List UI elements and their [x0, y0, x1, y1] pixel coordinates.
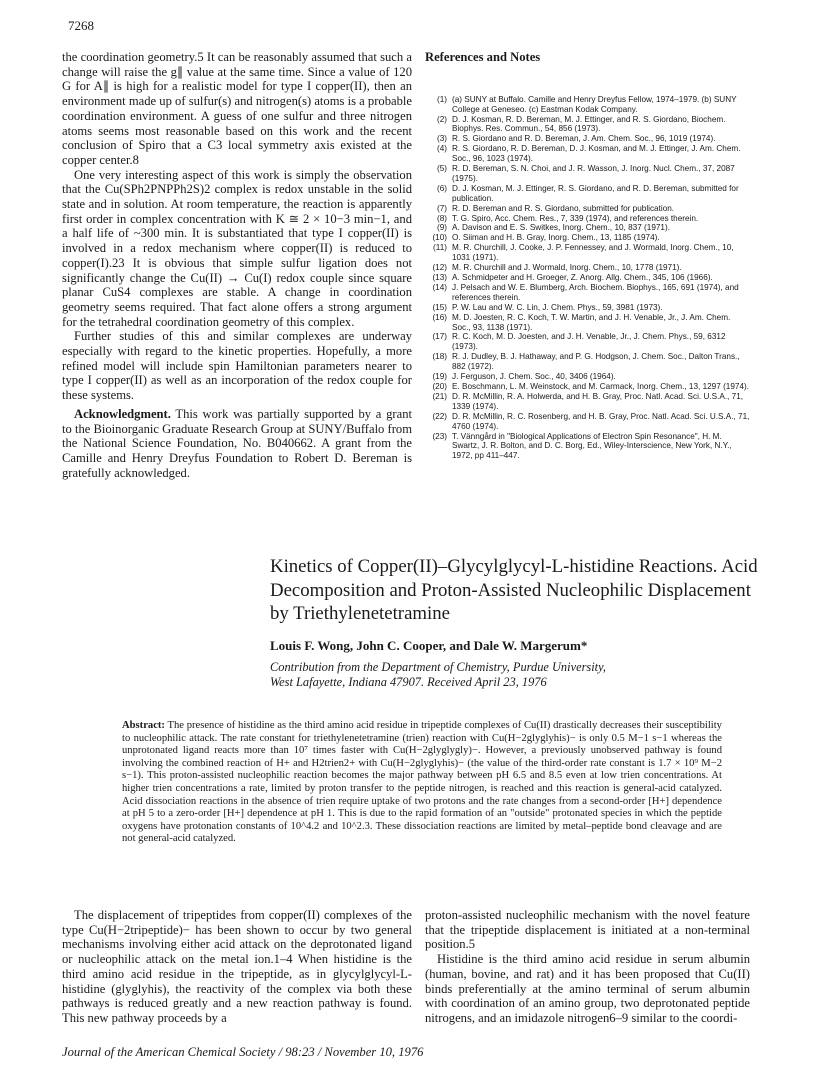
reference-number: (13) — [432, 273, 447, 283]
reference-item — [425, 95, 750, 115]
paragraph: Histidine is the third amino acid residue in serum albumin (human, bovine, and rat) and it has been proposed that Cu(II) binds preferentially at the amino terminal of serum albumin with coordination of an amino group, two deprotonated peptide nitrogens, and an imidazole nitrogen6–9 similar to the coordi- — [425, 952, 750, 1025]
reference-item — [425, 372, 750, 382]
reference-item — [425, 352, 750, 372]
article-title: Kinetics of Copper(II)–Glycylglycyl-L-histidine Reactions. Acid Decomposition and Proton-Assisted Nucleophilic Displacement by Triethylenetetramine — [270, 556, 758, 624]
reference-text: E. Boschmann, L. M. Weinstock, and M. Carmack, Inorg. Chem., 13, 1297 (1974). — [452, 381, 750, 391]
reference-number: (1) — [436, 94, 447, 104]
reference-text: R. S. Giordano and R. D. Bereman, J. Am. Chem. Soc., 96, 1019 (1974). — [452, 134, 716, 144]
reference-text: M. R. Churchill and J. Wormald, Inorg. Chem., 10, 1778 (1971). — [452, 263, 682, 273]
reference-item — [425, 233, 750, 243]
reference-text: R. S. Giordano, R. D. Bereman, D. J. Kosman, and M. J. Ettinger, J. Am. Chem. Soc., 96, 1023 (1974). — [452, 144, 741, 164]
reference-number: (3) — [436, 134, 447, 144]
reference-number: (7) — [436, 203, 447, 213]
reference-text: A. Davison and E. S. Switkes, Inorg. Chem., 10, 837 (1971). — [452, 223, 670, 233]
references-section — [425, 50, 750, 461]
reference-number: (20) — [432, 381, 447, 391]
reference-text: D. J. Kosman, M. J. Ettinger, R. S. Giordano, and R. D. Bereman, submitted for publication. — [452, 183, 739, 203]
reference-number: (9) — [436, 223, 447, 233]
references-list — [425, 95, 750, 462]
reference-text: R. J. Dudley, B. J. Hathaway, and P. G. Hodgson, J. Chem. Soc., Dalton Trans., 882 (1972). — [452, 352, 740, 372]
acknowledgment-heading: Acknowledgment. — [74, 406, 171, 421]
reference-item — [425, 164, 750, 184]
reference-text: M. D. Joesten, R. C. Koch, T. W. Martin, and J. H. Venable, Jr., J. Am. Chem. Soc., 93, 1138 (1971). — [452, 312, 731, 332]
references-heading: References and Notes — [425, 50, 541, 64]
authors: Louis F. Wong, John C. Cooper, and Dale W. Margerum* — [270, 638, 588, 653]
journal-footer: Journal of the American Chemical Society / 98:23 / November 10, 1976 — [62, 1045, 424, 1059]
reference-item — [425, 115, 750, 135]
reference-item — [425, 214, 750, 224]
reference-item — [425, 263, 750, 273]
reference-item — [425, 204, 750, 214]
reference-number: (22) — [432, 411, 447, 421]
left-column — [62, 50, 412, 480]
reference-number: (5) — [436, 164, 447, 174]
acknowledgment-text: This work was partially supported by a grant to the Bioinorganic Graduate Research Group at SUNY/Buffalo from the National Science Foundation, No. B040662. A grant from the Camille and Henry Dreyfus Foundation to Robert D. Bereman is gratefully acknowledged. — [62, 406, 412, 480]
reference-text: R. D. Bereman, S. N. Choi, and J. R. Wasson, J. Inorg. Nucl. Chem., 37, 2087 (1975). — [452, 164, 735, 183]
abstract-heading: Abstract: — [122, 720, 165, 731]
affiliation — [270, 660, 606, 689]
acknowledgment — [62, 407, 412, 481]
reference-number: (21) — [432, 391, 447, 401]
reference-number: (8) — [436, 213, 447, 223]
reference-number: (15) — [432, 302, 447, 312]
paragraph: Further studies of this and similar complexes are underway especially with regard to the kinetic properties. Hopefully, a more refined model will include spin Hamiltonian parameters nearer to type I copper(II) as well as an incorporation of the redox couple for these systems. — [62, 329, 412, 403]
reference-number: (23) — [432, 431, 447, 441]
reference-text: P. W. Lau and W. C. Lin, J. Chem. Phys., 59, 3981 (1973). — [452, 302, 663, 312]
reference-item — [425, 134, 750, 144]
reference-text: D. J. Kosman, R. D. Bereman, M. J. Ettinger, and R. S. Giordano, Biochem. Biophys. Res. Commun., 54, 856 (1973). — [452, 114, 726, 134]
reference-text: T. G. Spiro, Acc. Chem. Res., 7, 339 (1974), and references therein. — [452, 213, 699, 223]
reference-number: (14) — [432, 282, 447, 292]
reference-item — [425, 144, 750, 164]
reference-item — [425, 313, 750, 333]
reference-number: (11) — [433, 243, 447, 253]
paragraph: the coordination geometry.5 It can be reasonably assumed that such a change will raise the g∥ value at the same time. Since a value of 120 G for A∥ is high for a realistic model for type I copper(II), then an environment made up of sulfur(s) and nitrogen(s) atoms is a probable coordination environment. A guess of one sulfur and three nitrogen atoms seems most reasonable based on this work and the recent conclusion of Spiro that a C3 local symmetry axis existed at the copper center.8 — [62, 50, 412, 167]
reference-item — [425, 273, 750, 283]
reference-number: (18) — [432, 352, 447, 362]
reference-item — [425, 223, 750, 233]
reference-number: (17) — [432, 332, 447, 342]
paragraph: proton-assisted nucleophilic mechanism with the novel feature that the tripeptide displacement is initiated at a non-terminal position.5 — [425, 908, 750, 952]
reference-number: (10) — [432, 233, 447, 243]
reference-text: M. R. Churchill, J. Cooke, J. P. Fennessey, and J. Wormald, Inorg. Chem., 10, 1031 (1971). — [452, 243, 734, 263]
reference-text: T. Vänngård in "Biological Applications of Electron Spin Resonance", H. M. Swartz, J. R. Bolton, and D. C. Borg, Ed., Wiley-Interscience, New York, N.Y., 1972, pp 411–447. — [452, 431, 732, 461]
reference-text: D. R. McMillin, R. A. Holwerda, and H. B. Gray, Proc. Natl. Acad. Sci. U.S.A., 71, 1339 (1974). — [452, 391, 744, 411]
reference-item — [425, 392, 750, 412]
reference-number: (16) — [432, 312, 447, 322]
body-right-column — [425, 908, 750, 1026]
affiliation-line: Contribution from the Department of Chemistry, Purdue University, — [270, 660, 607, 674]
reference-text: (a) SUNY at Buffalo. Camille and Henry Dreyfus Fellow, 1974–1979. (b) SUNY College at Geneseo. (c) Eastman Kodak Company. — [452, 94, 737, 114]
reference-text: D. R. McMillin, R. C. Rosenberg, and H. B. Gray, Proc. Natl. Acad. Sci. U.S.A., 71, 4760 (1974). — [452, 411, 750, 431]
reference-item — [425, 412, 750, 432]
reference-number: (4) — [436, 144, 447, 154]
body-left-column — [62, 908, 412, 1026]
reference-text: R. D. Bereman and R. S. Giordano, submitted for publication. — [452, 203, 675, 213]
reference-number: (12) — [432, 263, 447, 273]
reference-text: J. Pelsach and W. E. Blumberg, Arch. Biochem. Biophys., 165, 691 (1974), and references therein. — [452, 282, 739, 302]
reference-number: (2) — [436, 114, 447, 124]
reference-item — [425, 243, 750, 263]
paragraph: The displacement of tripeptides from copper(II) complexes of the type Cu(H−2tripeptide)− has been shown to occur by two general mechanisms involving either acid attack on the deprotonated ligand or nucleophilic attack on the metal ion.1–4 When histidine is the third amino acid residue in the tripeptide, as in glycylglycyl-L-histidine (glyglyhis), the reactivity of the complex via both these pathways is reduced greatly and a new reaction pathway is found. This new pathway proceeds by a — [62, 908, 412, 1025]
reference-text: J. Ferguson, J. Chem. Soc., 40, 3406 (1964). — [452, 372, 616, 382]
abstract — [122, 720, 722, 846]
affiliation-line: West Lafayette, Indiana 47907. Received April 23, 1976 — [270, 674, 547, 689]
reference-item — [425, 332, 750, 352]
reference-number: (6) — [436, 183, 447, 193]
reference-item — [425, 303, 750, 313]
reference-text: A. Schmidpeter and H. Groeger, Z. Anorg. Allg. Chem., 345, 106 (1966). — [452, 273, 713, 283]
reference-text: O. Siiman and H. B. Gray, Inorg. Chem., 13, 1185 (1974). — [452, 233, 660, 243]
reference-item — [425, 184, 750, 204]
abstract-text: The presence of histidine as the third amino acid residue in tripeptide complexes of Cu(II) drastically decreases their susceptibility to nucleophilic attack. The rate constant for triethylenetetramine (trien) reaction with Cu(H−2glyglyhis)− is only 0.5 M−1 s−1 whereas the unprotonated ligand reacts more than 10⁷ times faster with Cu(H−2glyglygly)−. However, a previously unobserved pathway is found involving the combined reaction of H+ and H2trien2+ with Cu(H−2glyglyhis)− (the value of the third-order rate constant is 1.7 × 10⁹ M−2 s−1). This proton-assisted nucleophilic reaction becomes the major pathway between pH 6.5 and 8.5 even at low trien concentrations. At higher trien concentrations a rate, limited by proton transfer to the peptide nitrogen, is reached and this reaction is general-acid catalyzed. Acid dissociation reactions in the absence of trien require uptake of two protons and the rate changes from a second-order [H+] dependence at pH 5 to a zero-order [H+] dependence at pH 1. This is due to the rapid formation of an "outside" protonated species in which the peptide oxygens have protonation constants of 10^4.2 and 10^2.3. These dissociation reactions are limited by metal–peptide bond cleavage and are not general-acid catalyzed. — [122, 720, 722, 845]
reference-text: R. C. Koch, M. D. Joesten, and J. H. Venable, Jr., J. Chem. Phys., 59, 6312 (1973). — [452, 332, 726, 352]
reference-item — [425, 283, 750, 303]
reference-item — [425, 382, 750, 392]
page-number: 7268 — [68, 18, 94, 33]
reference-item — [425, 432, 750, 462]
reference-number: (19) — [432, 372, 447, 382]
paragraph: One very interesting aspect of this work is simply the observation that the Cu(SPh2PNPPh2S)2 complex is redox unstable in the solid state and in solution. At room temperature, the reaction is apparently first order in complex concentration with K ≅ 2 × 10−3 min−1, and a half life of ~300 min. It is substantiated that type I copper(II) is involved in a redox mechanism where copper(II) is reduced to copper(I).23 It is obvious that simple sulfur ligation does not significantly change the Cu(II) → Cu(I) redox couple since square planar CuS4 complexes are stable. A change in coordination geometry seems required. That fact alone offers a strong argument for the tetrahedral coordination geometry of this complex. — [62, 167, 412, 329]
